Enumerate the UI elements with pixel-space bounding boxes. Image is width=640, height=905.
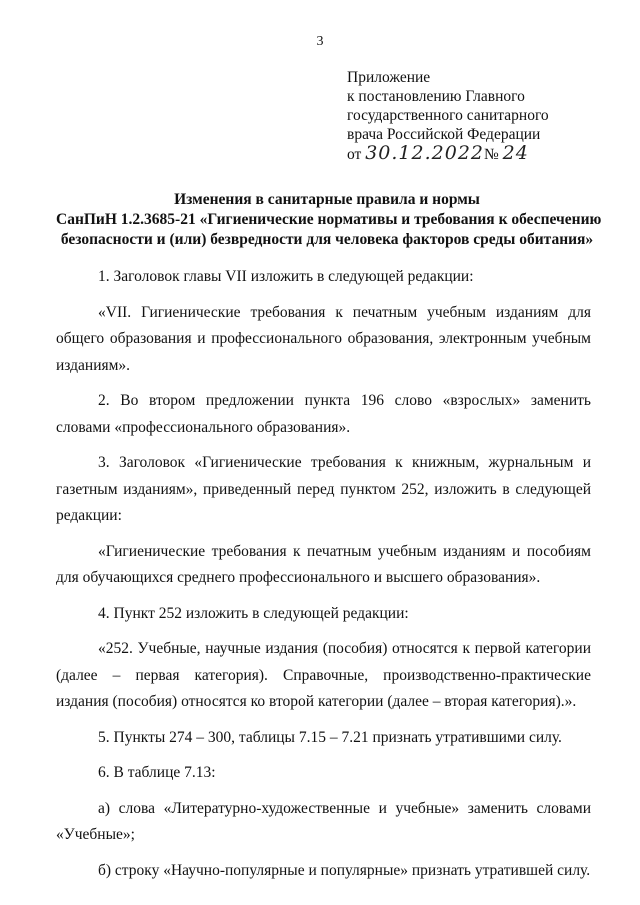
paragraph: 6. В таблице 7.13:: [98, 764, 216, 781]
document-title: [56, 190, 602, 250]
paragraph: 3. Заголовок «Гигиенические требования к книжным, журнальным и газетным изданиям», приведенный перед пунктом 252, изложить в следующей редакции:: [56, 454, 591, 524]
paragraph: «Гигиенические требования к печатным учебным изданиям и пособиям для обучающихся среднего профессионального и высшего образования».: [56, 542, 591, 586]
paragraph: 2. Во втором предложении пункта 196 слово «взрослых» заменить словами «профессионального образования».: [56, 392, 591, 436]
appendix-line: государственного санитарного: [347, 107, 549, 124]
paragraph: «VII. Гигиенические требования к печатным учебным изданиям для общего образования и профессионального образования, электронным учебным изданиям».: [56, 303, 591, 374]
title-line: Изменения в санитарные правила и нормы: [174, 191, 480, 208]
appendix-block: [347, 68, 549, 164]
page-number: 3: [316, 34, 324, 49]
handwritten-number: 24: [502, 142, 529, 164]
appendix-line: к постановлению Главного: [347, 88, 525, 105]
handwritten-date: 30.12.2022: [365, 142, 484, 164]
appendix-line: Приложение: [347, 69, 431, 86]
number-prefix: №: [484, 146, 499, 163]
appendix-line: врача Российской Федерации: [347, 126, 541, 143]
paragraph: «252. Учебные, научные издания (пособия) относятся к первой категории (далее – первая категория). Справочные, производственно-практические издания (пособия) относятся ко второй категории (далее – вторая категория).».: [56, 640, 591, 710]
title-line: СанПиН 1.2.3685-21 «Гигиенические нормативы и требования к обеспечению: [56, 211, 602, 228]
paragraph: 4. Пункт 252 изложить в следующей редакции:: [98, 604, 409, 622]
paragraph: а) слова «Литературно-художественные и учебные» заменить словами «Учебные»;: [56, 799, 591, 843]
paragraph: 1. Заголовок главы VII изложить в следующей редакции:: [98, 268, 474, 285]
paragraph: 5. Пункты 274 – 300, таблицы 7.15 – 7.21 признать утратившими силу.: [98, 728, 562, 746]
date-prefix: от: [347, 146, 362, 163]
title-line: безопасности и (или) безвредности для человека факторов среды обитания»: [60, 231, 594, 248]
document-body: [56, 264, 591, 884]
appendix-date-line: [347, 144, 549, 164]
paragraph: б) строку «Научно-популярные и популярные» признать утратившей силу.: [98, 861, 591, 879]
